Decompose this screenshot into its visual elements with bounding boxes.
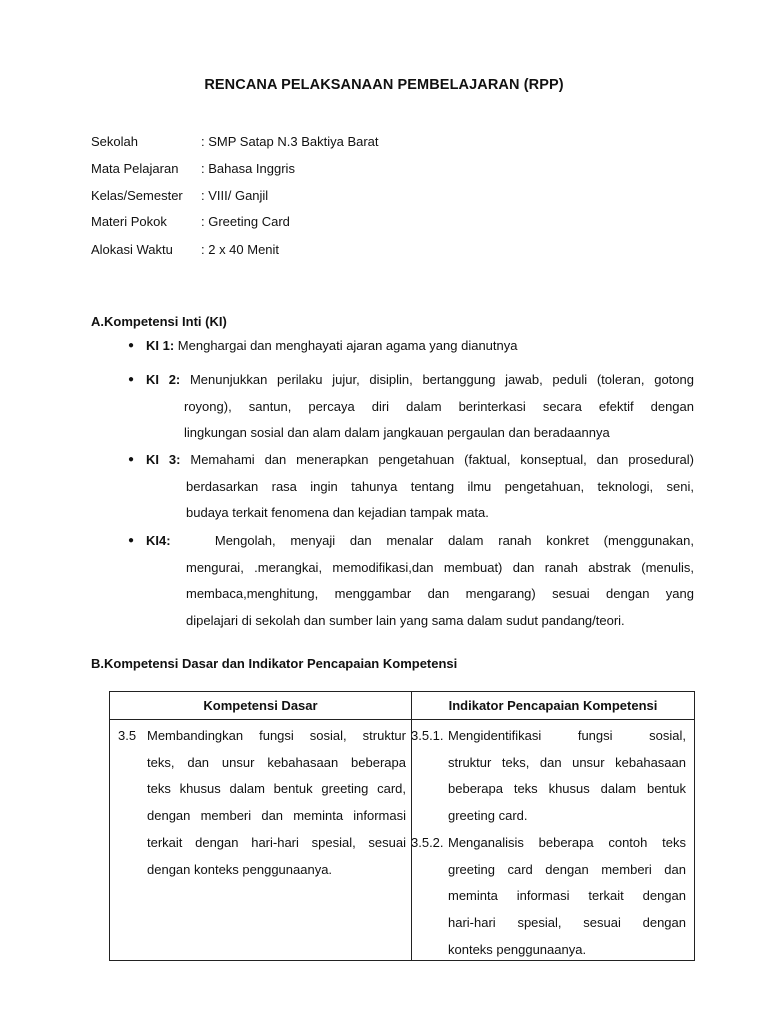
ki-line: membaca,menghitung, menggambar dan mengarang) sesuai dengan yang [186, 586, 694, 601]
meta-row-kelas-semester [91, 187, 268, 205]
kd-line: teks khusus dalam bentuk greeting card, [147, 781, 406, 797]
bullet-icon: ● [128, 454, 135, 465]
bullet-icon: ● [128, 340, 135, 351]
ipk-line: hari-hari spesial, sesuai dengan [448, 914, 686, 930]
section-b-heading: B.Kompetensi Dasar dan Indikator Pencapaian Kompetensi [91, 656, 458, 671]
ki-label: KI 2: [146, 372, 181, 387]
ki-item-3 [128, 447, 694, 527]
ipk-line: greeting card dengan memberi dan [448, 861, 686, 877]
kd-cell [110, 720, 412, 961]
ipk-number: 3.5.1. [411, 728, 444, 743]
kd-line: Membandingkan fungsi sosial, struktur [147, 728, 406, 743]
competency-table [109, 691, 695, 961]
kd-line: terkait dengan hari-hari spesial, sesuai [147, 834, 406, 850]
meta-label: Sekolah [91, 134, 138, 149]
meta-value: : VIII/ Ganjil [201, 188, 269, 203]
column-header-kd: Kompetensi Dasar [110, 692, 412, 720]
ki-label: KI 3: [146, 452, 181, 467]
meta-value: : SMP Satap N.3 Baktiya Barat [201, 134, 379, 149]
ki-line [146, 528, 694, 555]
kd-number: 3.5 [118, 728, 137, 743]
meta-row-alokasi-waktu [91, 241, 279, 259]
ki-text: Mengolah, menyaji dan menalar dalam ranah konkret (menggunakan, [214, 533, 694, 548]
ki-line: budaya terkait fenomena dan kejadian tampak mata. [186, 505, 489, 520]
ki-label: KI 1: [146, 338, 175, 353]
ipk-number: 3.5.2. [411, 834, 444, 850]
meta-label: Materi Pokok [91, 214, 167, 229]
ki-line [146, 333, 694, 360]
meta-label: Alokasi Waktu [91, 242, 173, 257]
meta-value: : Bahasa Inggris [201, 161, 295, 176]
bullet-icon: ● [128, 374, 135, 385]
kd-line: dengan memberi dan meminta informasi [147, 808, 406, 824]
ki-line: lingkungan sosial dan alam dalam jangkauan pergaulan dan beradaannya [184, 425, 610, 440]
ipk-line: Mengidentifikasi fungsi sosial, [448, 728, 686, 743]
column-header-ipk: Indikator Pencapaian Kompetensi [412, 692, 695, 720]
meta-value: : Greeting Card [201, 214, 290, 229]
ki-text: Menghargai dan menghayati ajaran agama yang dianutnya [177, 338, 518, 353]
ki-text: Memahami dan menerapkan pengetahuan (faktual, konseptual, dan prosedural) [190, 452, 694, 467]
table-header-row [110, 692, 695, 720]
ki-line [146, 447, 694, 474]
section-a-heading: A.Kompetensi Inti (KI) [91, 314, 227, 329]
ki-item-2 [128, 367, 694, 447]
ipk-cell [412, 720, 695, 961]
ki-text: Menunjukkan perilaku jujur, disiplin, bertanggung jawab, peduli (toleran, gotong [189, 372, 694, 387]
bullet-icon: ● [128, 535, 135, 546]
ki-line: royong), santun, percaya diri dalam berinterkasi secara efektif dengan [184, 398, 694, 414]
meta-row-materi-pokok [91, 213, 290, 231]
ipk-line: greeting card. [448, 808, 528, 824]
ki-line: berdasarkan rasa ingin tahunya tentang ilmu pengetahuan, teknologi, seni, [186, 478, 694, 494]
meta-label: Kelas/Semester [91, 188, 183, 203]
ki-line [146, 367, 694, 394]
kd-line: dengan konteks penggunaanya. [147, 861, 333, 877]
ipk-line: meminta informasi terkait dengan [448, 888, 686, 904]
meta-row-mata-pelajaran [91, 160, 295, 178]
kd-line: teks, dan unsur kebahasaan beberapa [147, 754, 406, 770]
ki-line: dipelajari di sekolah dan sumber lain yang sama dalam sudut pandang/teori. [186, 612, 625, 628]
meta-value: : 2 x 40 Menit [201, 242, 280, 257]
meta-row-sekolah [91, 133, 379, 151]
ki-label: KI4: [146, 533, 171, 548]
ki-line: mengurai, .merangkai, memodifikasi,dan membuat) dan ranah abstrak (menulis, [186, 559, 694, 575]
ipk-line: struktur teks, dan unsur kebahasaan [448, 754, 686, 770]
ipk-line: Menganalisis beberapa contoh teks [448, 834, 686, 850]
ki-item-1 [128, 333, 694, 360]
ipk-line: beberapa teks khusus dalam bentuk [448, 781, 686, 797]
ipk-line: konteks penggunaanya. [448, 941, 587, 957]
meta-label: Mata Pelajaran [91, 161, 179, 176]
document-title: RENCANA PELAKSANAAN PEMBELAJARAN (RPP) [204, 77, 564, 93]
table-row [110, 720, 695, 961]
ki-item-4 [128, 528, 694, 636]
